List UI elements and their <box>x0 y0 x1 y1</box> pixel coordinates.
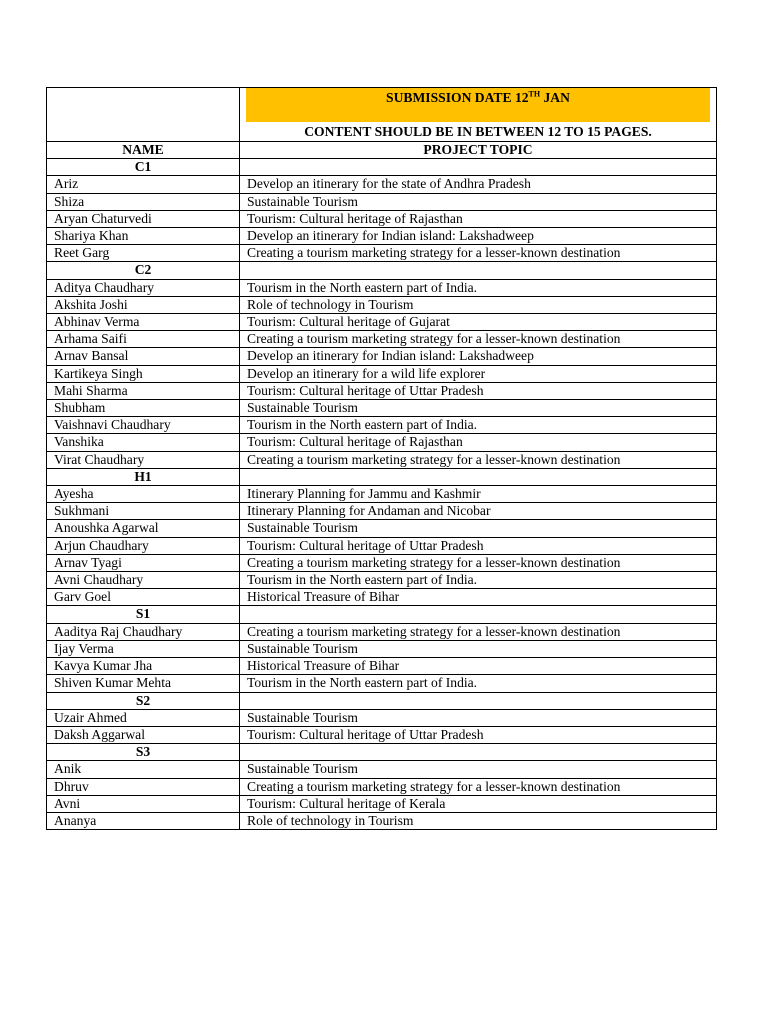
project-topic: Creating a tourism marketing strategy for a lesser-known destination <box>240 623 717 640</box>
table-row <box>47 193 717 210</box>
student-name: Aditya Chaudhary <box>47 279 240 296</box>
group-label: S2 <box>47 692 240 709</box>
student-name: Dhruv <box>47 778 240 795</box>
project-topic: Tourism in the North eastern part of India. <box>240 572 717 589</box>
project-topic: Tourism in the North eastern part of India. <box>240 675 717 692</box>
student-name: Ayesha <box>47 486 240 503</box>
table-row <box>47 314 717 331</box>
student-name: Arnav Tyagi <box>47 554 240 571</box>
student-name: Shiza <box>47 193 240 210</box>
student-name: Virat Chaudhary <box>47 451 240 468</box>
header-info-cell <box>240 88 717 142</box>
table-row <box>47 434 717 451</box>
name-column-header: NAME <box>47 142 240 159</box>
submission-date-month: JAN <box>540 90 570 105</box>
content-length-note: CONTENT SHOULD BE IN BETWEEN 12 TO 15 PAGES. <box>304 124 652 139</box>
student-name: Abhinav Verma <box>47 314 240 331</box>
table-row <box>47 279 717 296</box>
project-topic: Develop an itinerary for the state of Andhra Pradesh <box>240 176 717 193</box>
project-topic: Historical Treasure of Bihar <box>240 589 717 606</box>
student-name: Anik <box>47 761 240 778</box>
student-name: Arhama Saifi <box>47 331 240 348</box>
student-name: Sukhmani <box>47 503 240 520</box>
submission-date-text: SUBMISSION DATE 12 <box>386 90 529 105</box>
project-topic: Tourism in the North eastern part of India. <box>240 417 717 434</box>
student-name: Vanshika <box>47 434 240 451</box>
group-empty-cell <box>240 159 717 176</box>
project-topic: Role of technology in Tourism <box>240 812 717 829</box>
student-name: Akshita Joshi <box>47 296 240 313</box>
table-row <box>47 658 717 675</box>
table-row <box>47 417 717 434</box>
table-row <box>47 537 717 554</box>
student-name: Garv Goel <box>47 589 240 606</box>
submission-date-superscript: TH <box>528 89 541 99</box>
column-header-row <box>47 142 717 159</box>
table-row <box>47 572 717 589</box>
student-name: Mahi Sharma <box>47 382 240 399</box>
table-row <box>47 331 717 348</box>
table-row <box>47 348 717 365</box>
table-row <box>47 675 717 692</box>
header-blank-cell <box>47 88 240 142</box>
student-name: Ananya <box>47 812 240 829</box>
topic-column-header: PROJECT TOPIC <box>240 142 717 159</box>
student-name: Arnav Bansal <box>47 348 240 365</box>
student-name: Shubham <box>47 400 240 417</box>
group-row <box>47 744 717 761</box>
table-row <box>47 400 717 417</box>
student-name: Avni <box>47 795 240 812</box>
project-topic: Tourism: Cultural heritage of Gujarat <box>240 314 717 331</box>
table-row <box>47 761 717 778</box>
table-row <box>47 623 717 640</box>
table-body <box>47 88 717 830</box>
group-label: H1 <box>47 468 240 485</box>
project-topic: Creating a tourism marketing strategy for a lesser-known destination <box>240 245 717 262</box>
student-name: Uzair Ahmed <box>47 709 240 726</box>
table-row <box>47 589 717 606</box>
group-label: S1 <box>47 606 240 623</box>
student-name: Ijay Verma <box>47 640 240 657</box>
group-row <box>47 159 717 176</box>
project-topic: Tourism: Cultural heritage of Rajasthan <box>240 210 717 227</box>
header-row <box>47 88 717 142</box>
group-row <box>47 606 717 623</box>
project-topic: Tourism: Cultural heritage of Rajasthan <box>240 434 717 451</box>
group-row <box>47 692 717 709</box>
group-label: S3 <box>47 744 240 761</box>
table-row <box>47 296 717 313</box>
project-topic: Sustainable Tourism <box>240 709 717 726</box>
student-name: Shiven Kumar Mehta <box>47 675 240 692</box>
group-empty-cell <box>240 262 717 279</box>
project-topic: Sustainable Tourism <box>240 400 717 417</box>
project-topic: Sustainable Tourism <box>240 640 717 657</box>
project-topic: Sustainable Tourism <box>240 761 717 778</box>
table-row <box>47 520 717 537</box>
submission-date-banner <box>246 88 710 122</box>
group-label: C2 <box>47 262 240 279</box>
project-topic: Creating a tourism marketing strategy for a lesser-known destination <box>240 554 717 571</box>
student-name: Avni Chaudhary <box>47 572 240 589</box>
student-name: Shariya Khan <box>47 228 240 245</box>
project-topic: Tourism: Cultural heritage of Uttar Pradesh <box>240 726 717 743</box>
table-row <box>47 778 717 795</box>
table-row <box>47 554 717 571</box>
project-topic: Creating a tourism marketing strategy for a lesser-known destination <box>240 331 717 348</box>
project-topic: Historical Treasure of Bihar <box>240 658 717 675</box>
student-name: Vaishnavi Chaudhary <box>47 417 240 434</box>
project-topic: Role of technology in Tourism <box>240 296 717 313</box>
project-topic: Sustainable Tourism <box>240 193 717 210</box>
table-row <box>47 210 717 227</box>
table-row <box>47 812 717 829</box>
project-topic: Tourism: Cultural heritage of Uttar Pradesh <box>240 537 717 554</box>
student-name: Aryan Chaturvedi <box>47 210 240 227</box>
project-topic: Sustainable Tourism <box>240 520 717 537</box>
project-topic: Itinerary Planning for Andaman and Nicobar <box>240 503 717 520</box>
group-empty-cell <box>240 744 717 761</box>
table-row <box>47 486 717 503</box>
table-row <box>47 451 717 468</box>
project-topic: Tourism: Cultural heritage of Uttar Pradesh <box>240 382 717 399</box>
project-topic: Tourism: Cultural heritage of Kerala <box>240 795 717 812</box>
project-topic: Creating a tourism marketing strategy for a lesser-known destination <box>240 778 717 795</box>
table-row <box>47 726 717 743</box>
table-row <box>47 503 717 520</box>
table-row <box>47 640 717 657</box>
project-topic: Develop an itinerary for Indian island: Lakshadweep <box>240 348 717 365</box>
group-empty-cell <box>240 606 717 623</box>
project-topic: Tourism in the North eastern part of India. <box>240 279 717 296</box>
project-topic-table <box>46 87 717 830</box>
group-row <box>47 468 717 485</box>
student-name: Ariz <box>47 176 240 193</box>
table-row <box>47 176 717 193</box>
table-row <box>47 365 717 382</box>
student-name: Arjun Chaudhary <box>47 537 240 554</box>
table-row <box>47 245 717 262</box>
project-topic: Develop an itinerary for Indian island: Lakshadweep <box>240 228 717 245</box>
student-name: Kavya Kumar Jha <box>47 658 240 675</box>
student-name: Anoushka Agarwal <box>47 520 240 537</box>
table-row <box>47 228 717 245</box>
project-topic: Develop an itinerary for a wild life explorer <box>240 365 717 382</box>
student-name: Daksh Aggarwal <box>47 726 240 743</box>
student-name: Kartikeya Singh <box>47 365 240 382</box>
table-row <box>47 709 717 726</box>
table-row <box>47 382 717 399</box>
group-empty-cell <box>240 692 717 709</box>
group-empty-cell <box>240 468 717 485</box>
student-name: Aaditya Raj Chaudhary <box>47 623 240 640</box>
group-label: C1 <box>47 159 240 176</box>
project-topic: Itinerary Planning for Jammu and Kashmir <box>240 486 717 503</box>
table-row <box>47 795 717 812</box>
student-name: Reet Garg <box>47 245 240 262</box>
project-topic: Creating a tourism marketing strategy for a lesser-known destination <box>240 451 717 468</box>
group-row <box>47 262 717 279</box>
